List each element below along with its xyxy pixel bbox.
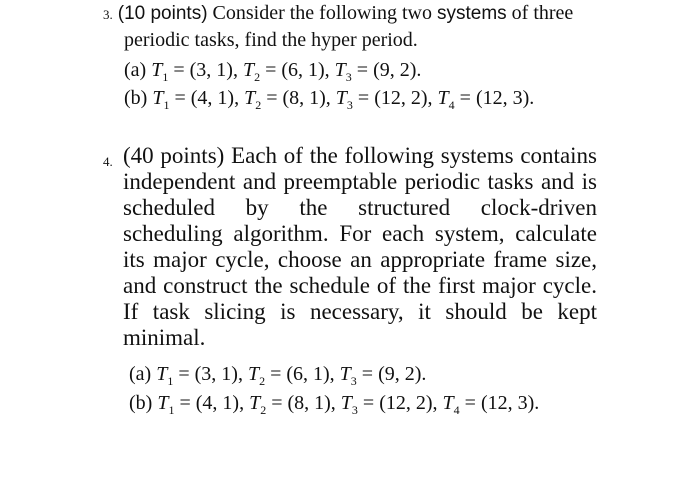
task-name: T [437, 87, 449, 109]
task-value: (4, 1) [190, 87, 235, 109]
task-value: (8, 1) [287, 392, 331, 414]
task-subscript: 1 [168, 403, 175, 417]
question-4-line: its major cycle, choose an appropriate frame size, [123, 247, 597, 272]
question-3-line-2: periodic tasks, find the hyper period. [124, 29, 418, 51]
task-name: T [244, 87, 256, 109]
item-label: (a) [124, 59, 152, 81]
task-name: T [152, 87, 164, 109]
question-4-line: scheduled by the structured clock-driven [123, 195, 597, 220]
question-4-item-a: (a) $T_1 = (3$, 1), $T_2 = (6$, 1), $T_3 = (9$, 2). [129, 363, 427, 388]
task-value: (12, 2) [374, 87, 428, 109]
item-label: (a) [129, 363, 157, 385]
task-value: (4, 1) [195, 392, 240, 414]
task-subscript: 2 [260, 403, 267, 417]
task-subscript: 4 [453, 403, 460, 417]
question-4-line: (40 points) Each of the following systems contains [123, 143, 597, 168]
question-4-number: 4. [103, 154, 113, 169]
question-4-line: minimal. [123, 325, 206, 350]
question-3-systems-word: systems [436, 3, 507, 24]
task-subscript: 4 [448, 98, 455, 112]
item-label: (b) [129, 392, 158, 414]
task-subscript: 3 [351, 403, 358, 417]
task-name: T [242, 59, 255, 81]
task-subscript: 3 [346, 98, 353, 112]
task-name: T [334, 59, 346, 81]
task-name: T [157, 392, 169, 414]
task-name: T [156, 363, 168, 385]
task-name: T [339, 363, 351, 385]
task-name: T [247, 363, 260, 385]
question-4-line: If task slicing is necessary, it should be kept [123, 299, 597, 324]
question-4-line: independent and preemptable periodic tasks and is [123, 169, 597, 194]
question-4-item-b: (b) $T_1 = (4$, 1), $T_2 = (8$, 1), $T_3 = (12$, 2), $T_4 = (12$, 3). [129, 392, 540, 417]
task-value: (12, 3). [475, 87, 535, 109]
task-value: (9, 2). [378, 363, 427, 385]
task-subscript: 1 [162, 70, 169, 84]
task-value: (12, 2) [379, 392, 433, 414]
question-4-line: and construct the schedule of the first major cycle. [123, 273, 597, 298]
task-name: T [335, 87, 347, 109]
question-3-item-a: (a) $T_1 = (3$, 1), $T_2 = (6$, 1), $T_3 = (9$, 2). [124, 59, 422, 84]
task-name: T [340, 392, 352, 414]
task-value: (9, 2). [373, 59, 422, 81]
question-3-number: 3. [103, 7, 113, 22]
item-label: (b) [124, 87, 153, 109]
task-subscript: 2 [259, 374, 266, 388]
question-3-text-end: of three [506, 2, 574, 24]
task-value: (3, 1) [194, 363, 238, 385]
question-3-points: (10 points) [117, 3, 208, 24]
task-name: T [151, 59, 163, 81]
task-value: (8, 1) [282, 87, 326, 109]
task-value: (6, 1) [281, 59, 325, 81]
question-3-line-1 [103, 2, 573, 25]
task-subscript: 2 [254, 70, 261, 84]
task-subscript: 1 [163, 98, 170, 112]
question-3-text-part: Consider the following two [207, 2, 437, 24]
task-value: (12, 3). [480, 392, 540, 414]
task-subscript: 2 [255, 98, 262, 112]
question-4-line: scheduling algorithm. For each system, calculate [123, 221, 597, 246]
question-3-item-b: (b) $T_1 = (4$, 1), $T_2 = (8$, 1), $T_3 = (12$, 2), $T_4 = (12$, 3). [124, 87, 535, 112]
task-subscript: 1 [167, 374, 174, 388]
task-subscript: 3 [350, 374, 357, 388]
task-name: T [442, 392, 454, 414]
task-name: T [249, 392, 261, 414]
task-value: (3, 1) [189, 59, 233, 81]
task-subscript: 3 [345, 70, 352, 84]
task-value: (6, 1) [286, 363, 330, 385]
